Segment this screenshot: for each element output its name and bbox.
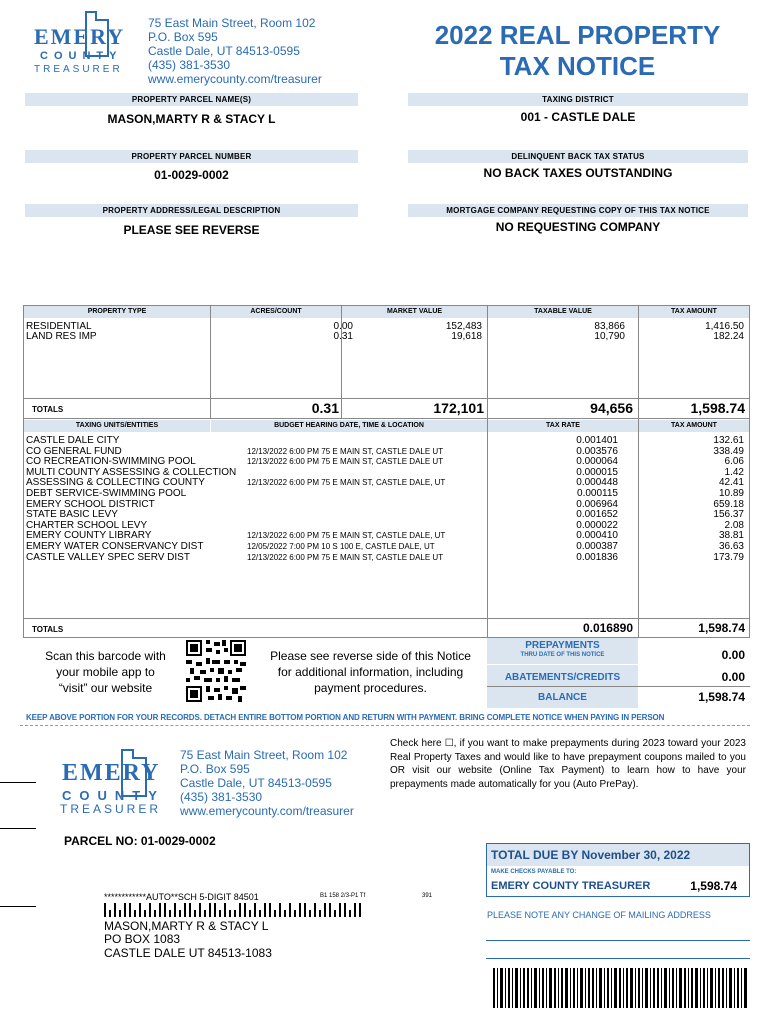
- mail-sort-code-3: 391: [422, 893, 433, 899]
- tax-rate: 0.000022: [576, 519, 618, 531]
- stub-parcel-number: PARCEL NO: 01-0029-0002: [64, 834, 216, 848]
- unit-tax-amount: 1.42: [724, 466, 744, 478]
- unit-name: EMERY COUNTY LIBRARY: [26, 530, 152, 542]
- payment-barcode-icon: [493, 968, 747, 1008]
- prepayments-sub: THRU DATE OF THIS NOTICE: [520, 652, 605, 658]
- unit-name: CHARTER SCHOOL LEVY: [26, 519, 148, 531]
- col-property-type: PROPERTY TYPE: [24, 306, 210, 318]
- logo-word-county: COUNTY: [40, 50, 123, 62]
- property-address-label: PROPERTY ADDRESS/LEGAL DESCRIPTION: [25, 204, 358, 217]
- col-acres: ACRES/COUNT: [211, 306, 341, 318]
- table-row: RESIDENTIAL 0.00 152,483 83,866 1,416.50: [26, 321, 744, 332]
- delinquent-status: NO BACK TAXES OUTSTANDING: [483, 166, 673, 180]
- property-address: PLEASE SEE REVERSE: [123, 223, 260, 237]
- hearing-info: 12/13/2022 6:00 PM 75 E MAIN ST, CASTLE DALE, UT: [247, 478, 446, 488]
- unit-name: EMERY SCHOOL DISTRICT: [26, 498, 155, 510]
- mortgage-label: MORTGAGE COMPANY REQUESTING COPY OF THIS TAX NOTICE: [408, 204, 748, 217]
- tax-rate: 0.006964: [576, 498, 618, 510]
- total-due-box: [486, 843, 750, 897]
- reverse-side-note: Please see reverse side of this Notice for additional information, including payment procedures.: [270, 649, 471, 695]
- unit-name: EMERY WATER CONSERVANCY DIST: [26, 541, 204, 552]
- col-budget-hearing: BUDGET HEARING DATE, TIME & LOCATION: [211, 420, 487, 432]
- total-tax-amount: 1,598.74: [690, 400, 745, 416]
- make-checks-label: MAKE CHECKS PAYABLE TO:: [491, 869, 577, 875]
- logo-word-emery: EMERY: [62, 760, 161, 786]
- parcel-number-label: PROPERTY PARCEL NUMBER: [25, 150, 358, 163]
- unit-tax-amount: 2.08: [724, 519, 744, 531]
- tax-rate: 0.000015: [576, 466, 618, 478]
- unit-name: DEBT SERVICE-SWIMMING POOL: [26, 488, 187, 499]
- col-tax-amount: TAX AMOUNT: [639, 306, 749, 318]
- prepayments-value: 0.00: [721, 648, 745, 662]
- unit-tax-amount: 6.06: [724, 456, 744, 468]
- hearing-info: 12/13/2022 6:00 PM 75 E MAIN ST, CASTLE DALE UT: [247, 552, 444, 562]
- tax-rate: 0.000448: [576, 477, 618, 489]
- unit-tax-amount: 36.63: [718, 541, 744, 552]
- col-taxing-units: TAXING UNITS/ENTITIES: [24, 420, 210, 432]
- tax-rate: 0.001401: [576, 435, 618, 446]
- unit-tax-amount: 173.79: [713, 551, 744, 563]
- notice-title: 2022 REAL PROPERTY TAX NOTICE: [434, 20, 721, 81]
- stub-logo: [60, 748, 180, 818]
- unit-name: MULTI COUNTY ASSESSING & COLLECTION: [26, 466, 237, 478]
- mail-sort-code: ************AUTO**SCH 5-DIGIT 84501: [104, 892, 259, 902]
- total-tax-rate: 0.016890: [582, 621, 633, 635]
- total-taxable-value: 94,656: [590, 400, 633, 416]
- prepay-checkbox-text[interactable]: Check here ☐, if you want to make prepayments during 2023 toward your 2023 Real Property Taxes and would like to have prepayment coupons mailed to you OR visit our website (Online Tax Payment) to learn how to have your prepayments made automatically for you (Auto PrePay).: [390, 738, 746, 790]
- logo-word-emery: EMERY: [34, 24, 126, 49]
- unit-name: CO RECREATION-SWIMMING POOL: [26, 456, 196, 468]
- tax-rate: 0.001836: [576, 551, 618, 563]
- total-due-amount: 1,598.74: [690, 879, 737, 893]
- payee-name: EMERY COUNTY TREASURER: [491, 880, 651, 892]
- logo-word-treasurer: TREASURER: [60, 802, 162, 816]
- unit-tax-amount: 156.37: [713, 509, 744, 521]
- hearing-info: 12/05/2022 7:00 PM 10 S 100 E, CASTLE DALE, UT: [247, 542, 435, 551]
- tax-rate: 0.001652: [576, 509, 618, 521]
- prepayments-label: PREPAYMENTS: [525, 640, 600, 651]
- unit-tax-amount: 132.61: [713, 435, 744, 446]
- unit-name: CASTLE VALLEY SPEC SERV DIST: [26, 551, 190, 563]
- tax-rate: 0.000115: [577, 488, 618, 499]
- hearing-info: 12/13/2022 6:00 PM 75 E MAIN ST, CASTLE DALE, UT: [247, 531, 446, 541]
- unit-tax-amount: 42.41: [718, 477, 744, 489]
- logo-word-treasurer: TREASURER: [34, 64, 123, 75]
- unit-tax-amount: 338.49: [713, 445, 744, 457]
- total-units-amount: 1,598.74: [698, 621, 745, 635]
- table-row: LAND RES IMP 0.31 19,618 10,790 182.24: [26, 331, 744, 342]
- tax-rate: 0.000064: [576, 456, 618, 468]
- balance-value: 1,598.74: [698, 690, 745, 704]
- abatements-label: ABATEMENTS/CREDITS: [504, 672, 621, 683]
- unit-name: CASTLE DALE CITY: [26, 435, 120, 446]
- mortgage-company: NO REQUESTING COMPANY: [495, 220, 661, 234]
- total-due-label: TOTAL DUE BY November 30, 2022: [487, 844, 749, 866]
- total-market-value: 172,101: [433, 400, 484, 416]
- county-logo: [30, 10, 130, 78]
- detach-note: KEEP ABOVE PORTION FOR YOUR RECORDS. DETACH ENTIRE BOTTOM PORTION AND RETURN WITH PAYMENT. BRING COMPLETE NOTICE WHEN PAYING IN PERSON: [26, 713, 665, 722]
- parcel-name-label: PROPERTY PARCEL NAME(S): [25, 93, 358, 106]
- col-taxable-value: TAXABLE VALUE: [488, 306, 638, 318]
- logo-word-county: COUNTY: [62, 788, 165, 803]
- units-totals-label: TOTALS: [32, 625, 64, 634]
- taxing-district: 001 - CASTLE DALE: [520, 110, 636, 124]
- tax-rate: 0.003576: [576, 445, 618, 457]
- mail-sort-code-2: B1 158 2/3-P1 Tf: [320, 893, 366, 899]
- unit-name: ASSESSING & COLLECTING COUNTY: [26, 477, 205, 489]
- unit-tax-amount: 10.89: [718, 488, 744, 499]
- hearing-info: 12/13/2022 6:00 PM 75 E MAIN ST, CASTLE DALE UT: [247, 457, 444, 467]
- postal-barcode-icon: [104, 903, 364, 917]
- property-totals-label: TOTALS: [32, 405, 64, 414]
- stub-office-address: 75 East Main Street, Room 102 P.O. Box 595 Castle Dale, UT 84513-0595 (435) 381-3530 www.emerycounty.com/treasurer: [180, 748, 354, 818]
- delinquent-label: DELINQUENT BACK TAX STATUS: [408, 150, 748, 163]
- unit-tax-amount: 659.18: [713, 498, 744, 510]
- hearing-info: 12/13/2022 6:00 PM 75 E MAIN ST, CASTLE DALE UT: [247, 446, 444, 456]
- parcel-name: MASON,MARTY R & STACY L: [107, 112, 276, 126]
- col-tax-rate: TAX RATE: [488, 420, 638, 432]
- total-acres: 0.31: [311, 400, 339, 416]
- tax-rate: 0.000410: [576, 530, 618, 542]
- taxing-district-label: TAXING DISTRICT: [408, 93, 748, 106]
- qr-code-icon[interactable]: [186, 640, 246, 702]
- col-unit-tax-amount: TAX AMOUNT: [639, 420, 749, 432]
- mailing-change-note: PLEASE NOTE ANY CHANGE OF MAILING ADDRESS: [487, 910, 711, 920]
- balance-label: BALANCE: [538, 692, 587, 703]
- parcel-number: 01-0029-0002: [154, 168, 229, 182]
- tax-rate: 0.000387: [576, 541, 618, 552]
- unit-name: CO GENERAL FUND: [26, 445, 122, 457]
- unit-tax-amount: 38.81: [718, 530, 744, 542]
- col-market-value: MARKET VALUE: [342, 306, 487, 318]
- mailing-address: MASON,MARTY R & STACY L PO BOX 1083 CASTLE DALE UT 84513-1083: [104, 919, 272, 960]
- unit-name: STATE BASIC LEVY: [26, 509, 118, 521]
- payment-summary: [487, 638, 750, 708]
- scan-instructions: Scan this barcode with your mobile app to “visit” our website: [45, 649, 166, 695]
- abatements-value: 0.00: [721, 670, 745, 684]
- office-address: 75 East Main Street, Room 102 P.O. Box 595 Castle Dale, UT 84513-0595 (435) 381-3530 www.emerycounty.com/treasurer: [148, 16, 322, 86]
